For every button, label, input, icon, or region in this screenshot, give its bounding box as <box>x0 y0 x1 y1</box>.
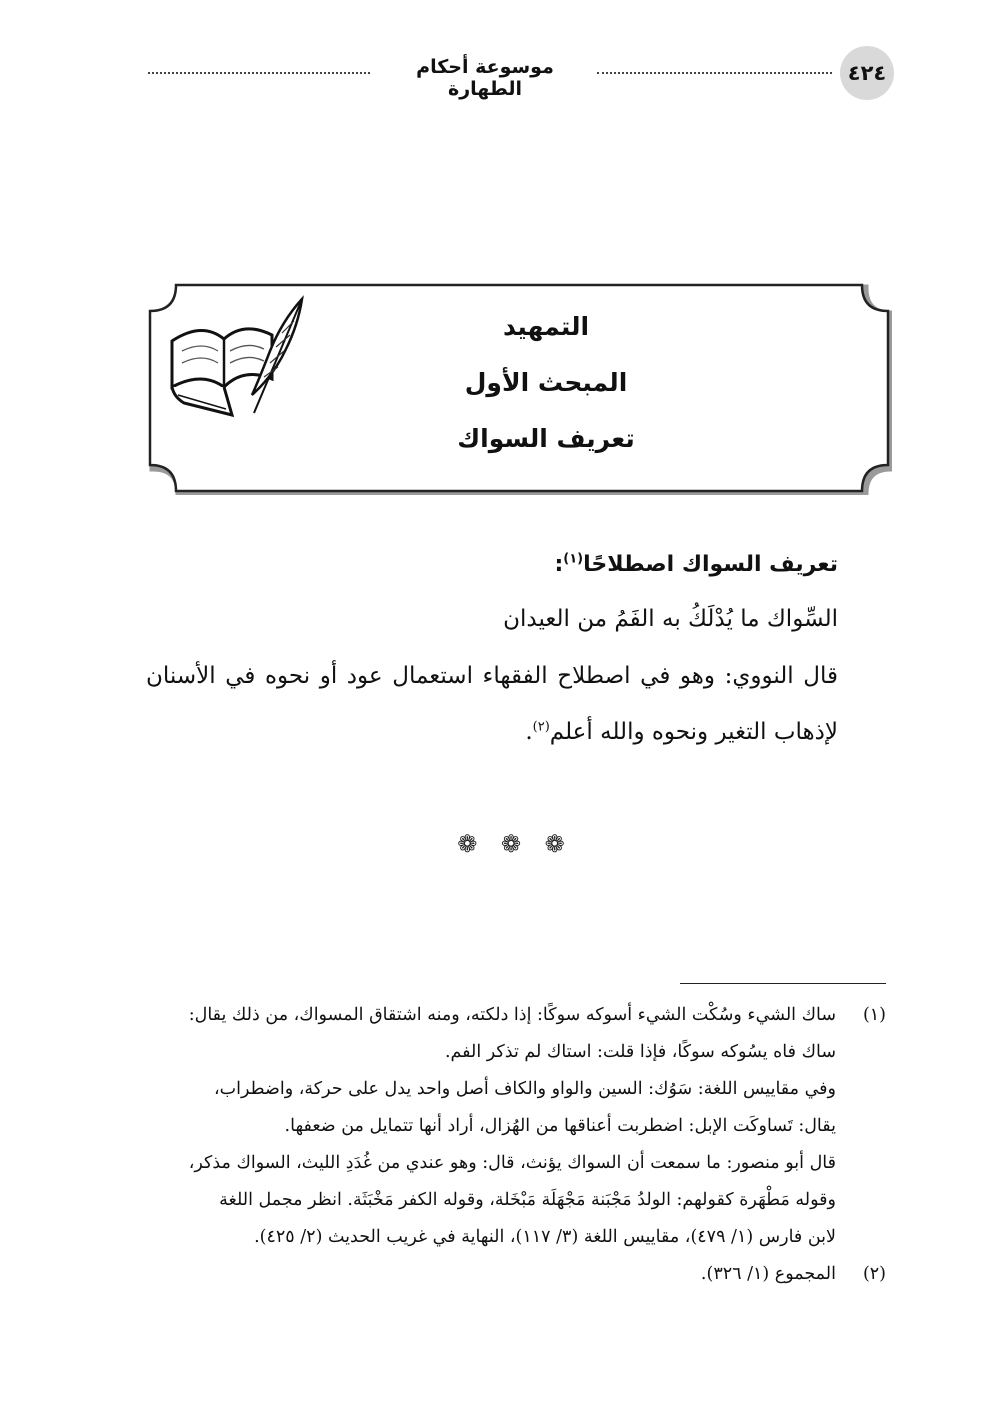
chapter-titles <box>396 299 696 467</box>
main-text <box>146 540 838 760</box>
book-and-quill-icon <box>162 291 312 421</box>
footnote-line: ساك الشيء وسُكْت الشيء أسوكه سوكًا: إذا دلكته، ومنه اشتقاق المسواك، من ذلك يقال: <box>188 1005 836 1025</box>
section-separator-ornament: ❁ ❁ ❁ <box>457 830 573 858</box>
footnote-ref-1[interactable]: (١) <box>563 551 584 567</box>
definition-heading <box>146 540 838 590</box>
footnotes <box>140 997 886 1293</box>
nawawi-quote <box>146 648 838 760</box>
footnote-line: المجموع (١/ ٣٢٦). <box>700 1264 836 1284</box>
footnote-rule <box>680 983 886 984</box>
footnote-ref-2[interactable]: (٢) <box>532 719 550 735</box>
heading-colon: : <box>554 552 564 577</box>
footnote-line: وفي مقاييس اللغة: سَوُك: السين والواو والكاف أصل واحد يدل على حركة، واضطراب، <box>214 1079 836 1099</box>
footnote-line: قال أبو منصور: ما سمعت أن السواك يؤنث، قال: وهو عندي من غُدَدِ الليث، السواك مذكر، <box>188 1153 836 1173</box>
footnote-line: لابن فارس (١/ ٤٧٩)، مقاييس اللغة (٣/ ١١٧)، النهاية في غريب الحديث (٢/ ٤٢٥). <box>254 1227 836 1247</box>
footnote-1 <box>140 997 886 1256</box>
footnote-line: ساك فاه يسُوكه سوكًا، فإذا قلت: استاك لم تذكر الفم. <box>444 1042 836 1062</box>
section-title: المبحث الأول <box>464 368 628 397</box>
page-header <box>140 44 894 100</box>
heading-text: تعريف السواك اصطلاحًا <box>583 552 838 577</box>
page-number: ٤٢٤ <box>840 46 894 100</box>
chapter-title-frame <box>146 281 892 495</box>
footnote-number: (٢) <box>862 1264 886 1284</box>
nawawi-period: . <box>525 719 533 745</box>
chapter-intro-title: التمهيد <box>502 312 590 341</box>
nawawi-text: قال النووي: وهو في اصطلاح الفقهاء استعمال عود أو نحوه في الأسنان لإذهاب التغير ونحوه والله أعلم <box>146 663 838 745</box>
header-dotted-rule-left <box>148 72 370 74</box>
book-title: موسوعة أحكام الطهارة <box>416 56 554 100</box>
footnote-number: (١) <box>862 1005 886 1025</box>
footnote-line: يقال: تَساوكَت الإبل: اضطربت أعناقها من الهُزال، أراد أنها تتمايل من ضعفها. <box>284 1116 836 1136</box>
header-dotted-rule-right <box>597 72 832 74</box>
topic-title: تعريف السواك <box>457 424 635 453</box>
footnote-2 <box>140 1256 886 1293</box>
linguistic-definition: السِّواك ما يُدْلَكُ به الفَمُ من العيدان <box>503 606 838 632</box>
footnote-line: وقوله مَطْهَرة كقولهم: الولدُ مَجْبَنة مَجْهَلَة مَبْخَلة، وقوله الكفر مَخْبَثَة. انظر مجمل اللغة <box>219 1190 836 1210</box>
